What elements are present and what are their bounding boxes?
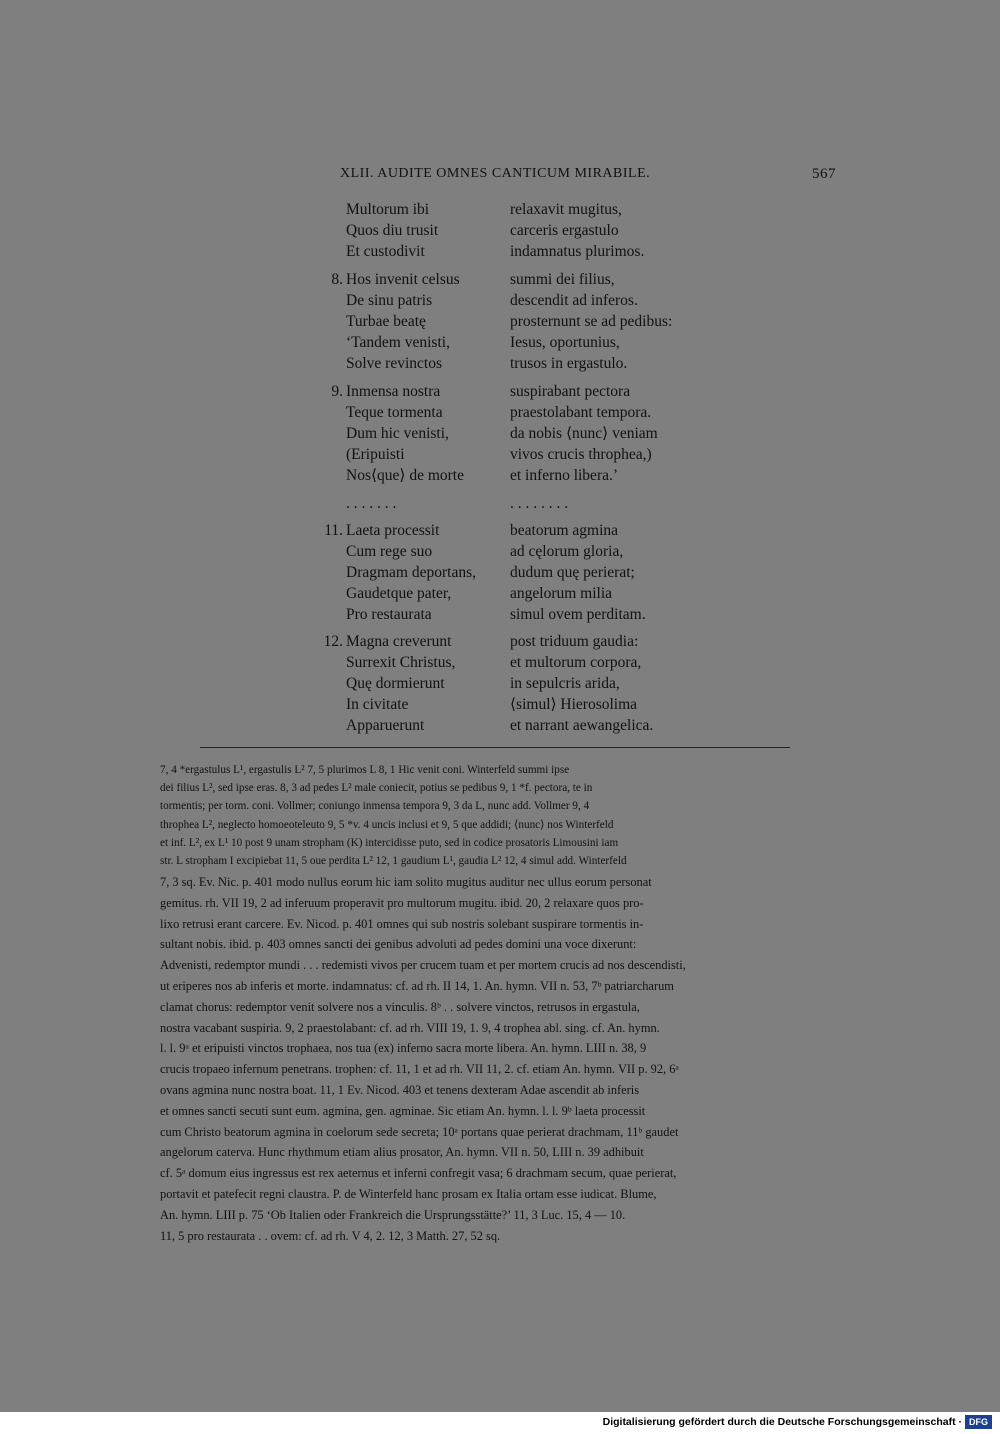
verse-left-half: Hos invenit celsus (346, 271, 460, 288)
commentary-line: lixo retrusi erant carcere. Ev. Nicod. p. 401 omnes qui sub nostris solebant suspirare tormentis in- (160, 916, 644, 931)
verse-left-half: In civitate (346, 696, 409, 713)
verse-left-half: Cum rege suo (346, 543, 433, 560)
commentary-line: angelorum caterva. Hunc rhythmum etiam alius prosator, An. hymn. VII n. 50, LIII n. 39 adhibuit (160, 1145, 644, 1160)
commentary-line: portavit et patefecit regni claustra. P. de Winterfeld hanc prosam ex Italia ortam esse iudicat. Blume, (160, 1187, 657, 1201)
verse-right-half: descendit ad inferos. (510, 292, 638, 309)
verse-left-half: Inmensa nostra (346, 383, 441, 400)
verse-right-half: relaxavit mugitus, (510, 201, 622, 218)
commentary-line: Advenisti, redemptor mundi . . . redemisti vivos per crucem tuam et per mortem crucis ad nos descendisti, (160, 958, 686, 973)
commentary-line: ut eriperes nos ab inferis et morte. indamnatus: cf. ad rh. II 14, 1. An. hymn. VII n. 53, 7ᵇ patriarcharum (160, 979, 674, 993)
commentary-line: 7, 3 sq. Ev. Nic. p. 401 modo nullus eorum hic iam solito mugitus auditur nec ullus eorum personat (160, 875, 652, 889)
verse-right-half: summi dei filius, (510, 271, 615, 288)
verse-left-half: Surrexit Christus, (346, 654, 456, 671)
verse-right-half: ⟨simul⟩ Hierosolima (510, 696, 638, 713)
verse-left-half: (Eripuisti (346, 446, 405, 463)
funding-notice: Digitalisierung gefördert durch die Deutsche Forschungsgemeinschaft · (602, 1416, 962, 1428)
verse-left-half: . . . . . . . (346, 495, 397, 512)
commentary-line: An. hymn. LIII p. 75 ‘Ob Italien oder Frankreich die Ursprungsstätte?’ 11, 3 Luc. 15, 4 — 10. (160, 1207, 626, 1222)
commentary-line: cum Christo beatorum agmina in coelorum sede secreta; 10ᵃ portans quae perierat drachmam, 11ᵇ gaudet (160, 1124, 679, 1139)
verse-left-half: Turbae beatę (346, 313, 426, 330)
verse-right-half: prosternunt se ad pedibus: (510, 313, 673, 330)
commentary-line: crucis tropaeo infernum penetrans. trophen: cf. 11, 1 et ad rh. VII 11, 2. cf. etiam An. hymn. VII p. 92, 6ᵃ (160, 1062, 679, 1077)
verse-left-half: Dum hic venisti, (346, 425, 449, 442)
verse-right-half: carceris ergastulo (510, 222, 619, 239)
verse-left-half: Apparuerunt (346, 717, 425, 734)
commentary-line: et omnes sancti secuti sunt eum. agmina, gen. agminae. Sic etiam An. hymn. l. l. 9ᵇ laeta processit (160, 1103, 646, 1118)
commentary-line: cf. 5ᵃ domum eius ingressus est rex aeternus et inferni confregit vasa; 6 drachmam secum, quae perierat, (160, 1166, 677, 1181)
verse-right-half: praestolabant tempora. (510, 404, 652, 421)
verse-right-half: et multorum corpora, (510, 654, 642, 671)
verse-left-half: Et custodivit (346, 243, 425, 260)
commentary-line: l. l. 9ᵃ et eripuisti vinctos trophaea, nos tua (ex) inferno sacra morte libera. An. hymn. LIII n. 38, 9 (160, 1041, 647, 1056)
verse-left-half: Multorum ibi (346, 201, 430, 218)
verse-left-half: Magna creverunt (346, 633, 452, 650)
stanza-number: 11. (324, 522, 343, 539)
apparatus-line: throphea L², neglecto homoeoteleuto 9, 5 *v. 4 uncis inclusi et 9, 5 que addidi; ⟨nunc⟩ nos Winterfeld (160, 818, 614, 831)
verse-right-half: angelorum milia (510, 585, 613, 602)
verse-right-half: trusos in ergastulo. (510, 355, 628, 372)
verse-right-half: Iesus, oportunius, (510, 334, 620, 351)
apparatus-line: dei filius L², sed ipse eras. 8, 3 ad pedes L² male coniecit, potius se pedibus 9, 1 *f. pectora, te in (160, 782, 593, 795)
stanza-number: 9. (331, 383, 343, 400)
verse-right-half: dudum quę perierat; (510, 564, 635, 581)
verse-right-half: simul ovem perditam. (510, 606, 646, 623)
verse-left-half: Quos diu trusit (346, 222, 439, 239)
commentary-line: 11, 5 pro restaurata . . ovem: cf. ad rh. V 4, 2. 12, 3 Matth. 27, 52 sq. (160, 1228, 501, 1243)
verse-right-half: . . . . . . . . (510, 495, 569, 512)
running-head: XLII. AUDITE OMNES CANTICUM MIRABILE. (340, 166, 651, 181)
stanza-number: 12. (323, 633, 343, 650)
verse-right-half: post triduum gaudia: (510, 633, 639, 650)
apparatus-line: 7, 4 *ergastulus L¹, ergastulis L² 7, 5 plurimos L 8, 1 Hic venit coni. Winterfeld summi ipse (160, 764, 570, 776)
stanza-number: 8. (331, 271, 343, 288)
verse-right-half: ad cęlorum gloria, (510, 543, 624, 560)
verse-left-half: Quę dormierunt (346, 675, 445, 692)
verse-right-half: vivos crucis throphea,) (510, 446, 652, 463)
verse-left-half: ‘Tandem venisti, (346, 334, 450, 351)
verse-left-half: Nos⟨que⟩ de morte (346, 467, 464, 484)
verse-left-half: De sinu patris (346, 292, 433, 309)
verse-left-half: Pro restaurata (346, 606, 432, 623)
verse-right-half: in sepulcris arida, (510, 675, 620, 692)
verse-left-half: Gaudetque pater, (346, 585, 452, 602)
page-number: 567 (812, 166, 836, 182)
apparatus-line: tormentis; per torm. coni. Vollmer; coniungo inmensa tempora 9, 3 da L, nunc add. Vollmer 9, 4 (160, 800, 590, 813)
commentary-line: clamat chorus: redemptor venit solvere nos a vinculis. 8ᵇ . . solvere vinctos, retrusos in ergastula, (160, 999, 640, 1014)
apparatus-line: et inf. L², ex L¹ 10 post 9 unam stropham (K) intercidisse puto, sed in codice prosatoris Limousini iam (160, 836, 619, 849)
commentary-line: ovans agmina nunc nostra boat. 11, 1 Ev. Nicod. 403 et tenens dexteram Adae ascendit ab inferis (160, 1083, 640, 1097)
verse-right-half: beatorum agmina (510, 522, 619, 539)
verse-right-half: suspirabant pectora (510, 383, 631, 400)
verse-left-half: Solve revinctos (346, 355, 442, 372)
verse-right-half: et narrant aewangelica. (510, 717, 654, 734)
footer-bar (0, 1412, 1000, 1434)
verse-left-half: Dragmam deportans, (346, 564, 476, 581)
commentary-line: gemitus. rh. VII 19, 2 ad inferuum properavit pro multorum mugitu. ibid. 20, 2 relaxare quos pro- (160, 895, 644, 910)
verse-right-half: indamnatus plurimos. (510, 243, 645, 260)
commentary-line: sultant nobis. ibid. p. 403 omnes sancti dei genibus advoluti ad pedes domini una voce dixerunt: (160, 937, 637, 952)
dfg-logo-icon: DFG (965, 1415, 992, 1429)
commentary-line: nostra vacabant suspiria. 9, 2 praestolabant: cf. ad rh. VIII 19, 1. 9, 4 trophea abl. sing. cf. An. hymn. (160, 1020, 660, 1035)
footnote-rule (200, 747, 790, 748)
verse-right-half: da nobis ⟨nunc⟩ veniam (510, 425, 658, 442)
verse-right-half: et inferno libera.’ (510, 467, 619, 484)
verse-left-half: Teque tormenta (346, 404, 443, 421)
verse-left-half: Laeta processit (346, 522, 440, 539)
apparatus-line: str. L stropham I excipiebat 11, 5 oue perdita L² 12, 1 gaudium L¹, gaudia L² 12, 4 simul add. Winterfeld (160, 855, 627, 867)
